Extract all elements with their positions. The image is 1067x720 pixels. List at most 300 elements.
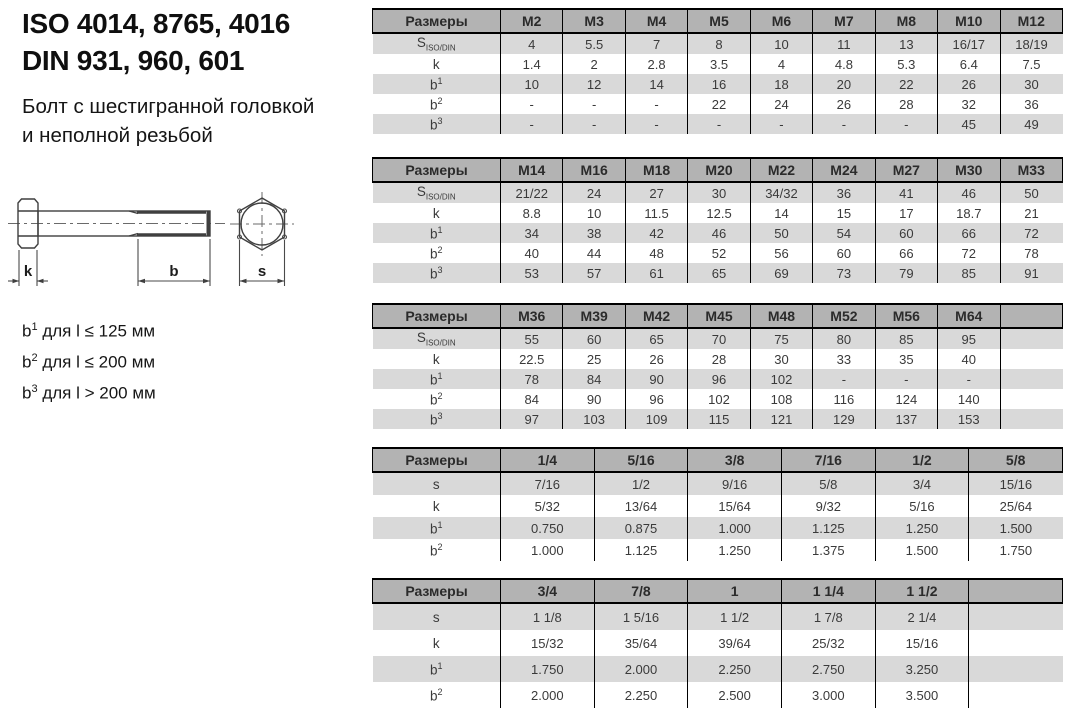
value-cell: 2.8 <box>625 54 687 74</box>
column-header: M3 <box>563 9 625 33</box>
table-row <box>373 517 1063 539</box>
table-row <box>373 603 1063 630</box>
value-cell: - <box>563 114 625 134</box>
value-cell: 36 <box>813 182 875 203</box>
value-cell: 45 <box>938 114 1000 134</box>
table-row <box>373 472 1063 495</box>
value-cell: 11 <box>813 33 875 54</box>
value-cell: 66 <box>938 223 1000 243</box>
column-header: M6 <box>750 9 812 33</box>
value-cell: 84 <box>501 389 563 409</box>
column-header: Размеры <box>373 448 501 472</box>
value-cell: 5/32 <box>501 495 595 517</box>
table-row <box>373 223 1063 243</box>
value-cell: - <box>875 114 937 134</box>
row-label: $b^1$ <box>373 74 501 94</box>
column-header: Размеры <box>373 9 501 33</box>
value-cell: 15/32 <box>501 630 595 656</box>
value-cell: 10 <box>501 74 563 94</box>
value-cell: 1.125 <box>594 539 688 561</box>
column-header: 3/8 <box>688 448 782 472</box>
value-cell: 27 <box>625 182 687 203</box>
value-cell: 8 <box>688 33 750 54</box>
value-cell: 21/22 <box>501 182 563 203</box>
column-header: M20 <box>688 158 750 182</box>
value-cell: 57 <box>563 263 625 283</box>
value-cell: 84 <box>563 369 625 389</box>
value-cell: 1 1/8 <box>501 603 595 630</box>
value-cell: 18/19 <box>1000 33 1063 54</box>
value-cell: 46 <box>688 223 750 243</box>
column-header: M5 <box>688 9 750 33</box>
value-cell: 52 <box>688 243 750 263</box>
value-cell: 38 <box>563 223 625 243</box>
value-cell: 20 <box>813 74 875 94</box>
column-header: 1 1/4 <box>781 579 875 603</box>
value-cell: 1.250 <box>688 539 782 561</box>
value-cell: 6.4 <box>938 54 1000 74</box>
column-header: M36 <box>501 304 563 328</box>
footnote-b1: $b^1$ для l ≤ 125 мм <box>22 321 156 341</box>
value-cell: 97 <box>501 409 563 429</box>
value-cell: 56 <box>750 243 812 263</box>
value-cell: - <box>625 114 687 134</box>
column-header: M12 <box>1000 9 1063 33</box>
value-cell: 1 5/16 <box>594 603 688 630</box>
column-header: M39 <box>563 304 625 328</box>
value-cell <box>1000 409 1063 429</box>
value-cell: 78 <box>1000 243 1063 263</box>
column-header: M8 <box>875 9 937 33</box>
value-cell: - <box>813 114 875 134</box>
value-cell: 53 <box>501 263 563 283</box>
value-cell: 1 1/2 <box>688 603 782 630</box>
column-header: M24 <box>813 158 875 182</box>
footnotes <box>22 314 156 407</box>
row-label: $b^1$ <box>373 656 501 682</box>
column-header: 5/8 <box>969 448 1063 472</box>
value-cell: 24 <box>750 94 812 114</box>
value-cell: 41 <box>875 182 937 203</box>
table-row <box>373 203 1063 223</box>
row-label: k <box>432 635 440 651</box>
value-cell: 12.5 <box>688 203 750 223</box>
value-cell: 116 <box>813 389 875 409</box>
table-row <box>373 328 1063 349</box>
value-cell <box>969 682 1063 708</box>
value-cell: 30 <box>1000 74 1063 94</box>
column-header: Размеры <box>373 579 501 603</box>
column-header: 3/4 <box>501 579 595 603</box>
value-cell: 25/64 <box>969 495 1063 517</box>
table-row <box>373 243 1063 263</box>
column-header: M48 <box>750 304 812 328</box>
column-header: M16 <box>563 158 625 182</box>
column-header: M45 <box>688 304 750 328</box>
row-label: $b^1$ <box>373 369 501 389</box>
value-cell: 65 <box>688 263 750 283</box>
value-cell <box>1000 349 1063 369</box>
value-cell: - <box>813 369 875 389</box>
row-label: k <box>432 56 440 72</box>
column-header: M33 <box>1000 158 1063 182</box>
value-cell: 103 <box>563 409 625 429</box>
value-cell: 115 <box>688 409 750 429</box>
value-cell: 3.250 <box>875 656 969 682</box>
row-label: $S_{ISO/DIN}$ <box>373 182 501 203</box>
value-cell: 2.000 <box>594 656 688 682</box>
value-cell: 28 <box>875 94 937 114</box>
value-cell <box>969 603 1063 630</box>
value-cell: 153 <box>938 409 1000 429</box>
value-cell: 124 <box>875 389 937 409</box>
table-row <box>373 682 1063 708</box>
footnote-b3: $b^3$ для l > 200 мм <box>22 383 156 403</box>
value-cell <box>1000 369 1063 389</box>
value-cell: 90 <box>625 369 687 389</box>
column-header: M52 <box>813 304 875 328</box>
value-cell: 1 7/8 <box>781 603 875 630</box>
value-cell: 2.750 <box>781 656 875 682</box>
column-header: 1 <box>688 579 782 603</box>
value-cell: 21 <box>1000 203 1063 223</box>
value-cell: 85 <box>938 263 1000 283</box>
value-cell: 26 <box>938 74 1000 94</box>
dim-b-label: b <box>169 263 179 280</box>
row-label: $b^3$ <box>373 263 501 283</box>
value-cell: - <box>563 94 625 114</box>
value-cell: 121 <box>750 409 812 429</box>
value-cell: 3.000 <box>781 682 875 708</box>
description-line-2: и неполной резьбой <box>22 124 213 147</box>
value-cell: 34 <box>501 223 563 243</box>
value-cell: 2.250 <box>688 656 782 682</box>
bolt-diagram-svg <box>6 186 338 314</box>
value-cell: 4.8 <box>813 54 875 74</box>
value-cell: 15/64 <box>688 495 782 517</box>
row-label: s <box>373 603 501 630</box>
value-cell: 22.5 <box>501 349 563 369</box>
value-cell: 35/64 <box>594 630 688 656</box>
value-cell: 9/16 <box>688 472 782 495</box>
value-cell: 140 <box>938 389 1000 409</box>
value-cell: - <box>688 114 750 134</box>
row-label: $b^2$ <box>429 541 443 559</box>
value-cell: - <box>875 369 937 389</box>
column-header: M4 <box>625 9 687 33</box>
dimensions-table <box>372 8 1063 134</box>
column-header <box>1000 304 1063 328</box>
value-cell: 22 <box>875 74 937 94</box>
value-cell: 12 <box>563 74 625 94</box>
row-label: $b^3$ <box>373 409 501 429</box>
table-row <box>373 656 1063 682</box>
dimension-k <box>8 250 48 286</box>
value-cell: 26 <box>625 349 687 369</box>
value-cell: 16/17 <box>938 33 1000 54</box>
value-cell: 91 <box>1000 263 1063 283</box>
value-cell: - <box>501 114 563 134</box>
value-cell: 10 <box>563 203 625 223</box>
row-label: k <box>432 205 440 221</box>
value-cell: 7 <box>625 33 687 54</box>
dim-s-label: s <box>257 263 267 280</box>
value-cell: 18.7 <box>938 203 1000 223</box>
value-cell: 69 <box>750 263 812 283</box>
value-cell: 60 <box>563 328 625 349</box>
table-row <box>373 630 1063 656</box>
table-row <box>373 495 1063 517</box>
column-header: M14 <box>501 158 563 182</box>
row-label: $b^1$ <box>373 517 501 539</box>
value-cell: 36 <box>1000 94 1063 114</box>
value-cell: 5/8 <box>781 472 875 495</box>
dim-k-label: k <box>23 263 33 280</box>
value-cell: 35 <box>875 349 937 369</box>
dimension-table-metric-m36-m64 <box>372 303 1063 429</box>
column-header: M56 <box>875 304 937 328</box>
value-cell: 24 <box>563 182 625 203</box>
column-header: Размеры <box>373 304 501 328</box>
value-cell <box>969 656 1063 682</box>
table-row <box>373 182 1063 203</box>
value-cell: 72 <box>1000 223 1063 243</box>
column-header: M64 <box>938 304 1000 328</box>
dimensions-table <box>372 578 1063 708</box>
table-row <box>373 74 1063 94</box>
value-cell: 2 1/4 <box>875 603 969 630</box>
value-cell: - <box>501 94 563 114</box>
value-cell: 26 <box>813 94 875 114</box>
column-header: M18 <box>625 158 687 182</box>
bolt-diagram <box>6 186 338 319</box>
column-header <box>969 579 1063 603</box>
value-cell: 39/64 <box>688 630 782 656</box>
value-cell: 2.500 <box>688 682 782 708</box>
value-cell: 1.500 <box>875 539 969 561</box>
dimension-b <box>138 239 210 286</box>
table-row <box>373 94 1063 114</box>
value-cell: 66 <box>875 243 937 263</box>
column-header: M27 <box>875 158 937 182</box>
value-cell: 17 <box>875 203 937 223</box>
value-cell: 1.4 <box>501 54 563 74</box>
column-header: M2 <box>501 9 563 33</box>
row-label: $b^2$ <box>429 390 443 408</box>
column-header: 5/16 <box>594 448 688 472</box>
value-cell: 5.3 <box>875 54 937 74</box>
row-label: $b^2$ <box>429 244 443 262</box>
row-label: k <box>432 498 440 514</box>
table-row <box>373 409 1063 429</box>
table-row <box>373 369 1063 389</box>
value-cell: 3/4 <box>875 472 969 495</box>
dimension-table-metric-m14-m33 <box>372 157 1063 283</box>
column-header: 1/2 <box>875 448 969 472</box>
description-line-1: Болт с шестигранной головкой <box>22 95 315 118</box>
value-cell: 4 <box>750 54 812 74</box>
value-cell: 2.250 <box>594 682 688 708</box>
value-cell: 54 <box>813 223 875 243</box>
value-cell: 5/16 <box>875 495 969 517</box>
value-cell: 10 <box>750 33 812 54</box>
value-cell: 109 <box>625 409 687 429</box>
value-cell: 22 <box>688 94 750 114</box>
page-title <box>22 5 290 79</box>
value-cell: 1.000 <box>501 539 595 561</box>
row-label: k <box>432 351 440 367</box>
column-header: 1/4 <box>501 448 595 472</box>
value-cell: 78 <box>501 369 563 389</box>
value-cell: 129 <box>813 409 875 429</box>
value-cell: 3.5 <box>688 54 750 74</box>
value-cell: 1.500 <box>969 517 1063 539</box>
column-header: 7/16 <box>781 448 875 472</box>
value-cell: 7.5 <box>1000 54 1063 74</box>
value-cell: 15 <box>813 203 875 223</box>
value-cell: 44 <box>563 243 625 263</box>
column-header: M42 <box>625 304 687 328</box>
value-cell: 14 <box>750 203 812 223</box>
table-row <box>373 54 1063 74</box>
value-cell: 8.8 <box>501 203 563 223</box>
value-cell: 48 <box>625 243 687 263</box>
value-cell: 32 <box>938 94 1000 114</box>
table-row <box>373 389 1063 409</box>
table-row <box>373 539 1063 561</box>
value-cell: 2 <box>563 54 625 74</box>
value-cell: 9/32 <box>781 495 875 517</box>
value-cell: 70 <box>688 328 750 349</box>
product-description <box>22 92 314 150</box>
value-cell: 25/32 <box>781 630 875 656</box>
value-cell: 137 <box>875 409 937 429</box>
value-cell: 50 <box>1000 182 1063 203</box>
value-cell: 79 <box>875 263 937 283</box>
value-cell: 0.875 <box>594 517 688 539</box>
value-cell: - <box>625 94 687 114</box>
value-cell: 2.000 <box>501 682 595 708</box>
value-cell: 55 <box>501 328 563 349</box>
value-cell: 15/16 <box>875 630 969 656</box>
value-cell: 30 <box>750 349 812 369</box>
value-cell: 1.750 <box>969 539 1063 561</box>
column-header: M22 <box>750 158 812 182</box>
column-header: M30 <box>938 158 1000 182</box>
column-header: M10 <box>938 9 1000 33</box>
column-header: Размеры <box>373 158 501 182</box>
table-row <box>373 33 1063 54</box>
value-cell: - <box>750 114 812 134</box>
value-cell: 90 <box>563 389 625 409</box>
value-cell: 4 <box>501 33 563 54</box>
value-cell: 50 <box>750 223 812 243</box>
value-cell: 13 <box>875 33 937 54</box>
footnote-b2: $b^2$ для l ≤ 200 мм <box>22 352 156 372</box>
row-label: $b^2$ <box>429 95 443 113</box>
dimension-table-imperial-large <box>372 578 1063 708</box>
value-cell: 1.250 <box>875 517 969 539</box>
value-cell: 1.750 <box>501 656 595 682</box>
dimensions-table <box>372 303 1063 429</box>
value-cell: 61 <box>625 263 687 283</box>
dimensions-table <box>372 447 1063 561</box>
value-cell: 60 <box>875 223 937 243</box>
value-cell: 72 <box>938 243 1000 263</box>
value-cell <box>969 630 1063 656</box>
value-cell: 1/2 <box>594 472 688 495</box>
value-cell: 96 <box>625 389 687 409</box>
value-cell: 0.750 <box>501 517 595 539</box>
value-cell: 75 <box>750 328 812 349</box>
table-row <box>373 349 1063 369</box>
value-cell: 102 <box>688 389 750 409</box>
value-cell: 5.5 <box>563 33 625 54</box>
value-cell: 65 <box>625 328 687 349</box>
value-cell: 13/64 <box>594 495 688 517</box>
row-label: $b^1$ <box>373 223 501 243</box>
title-din-line: DIN 931, 960, 601 <box>22 45 245 76</box>
value-cell: 1.375 <box>781 539 875 561</box>
value-cell: 60 <box>813 243 875 263</box>
value-cell: 95 <box>938 328 1000 349</box>
title-iso-line: ISO 4014, 8765, 4016 <box>22 8 290 39</box>
value-cell: 3.500 <box>875 682 969 708</box>
value-cell: 25 <box>563 349 625 369</box>
value-cell: 16 <box>688 74 750 94</box>
table-row <box>373 263 1063 283</box>
bolt-side-view <box>8 199 225 248</box>
value-cell: 7/16 <box>501 472 595 495</box>
value-cell: 1.000 <box>688 517 782 539</box>
dimensions-table <box>372 157 1063 283</box>
row-label: $S_{ISO/DIN}$ <box>373 33 501 54</box>
row-label: $b^3$ <box>373 114 501 134</box>
value-cell: 102 <box>750 369 812 389</box>
value-cell: 11.5 <box>625 203 687 223</box>
column-header: M7 <box>813 9 875 33</box>
value-cell: 33 <box>813 349 875 369</box>
value-cell: 40 <box>938 349 1000 369</box>
value-cell: - <box>938 369 1000 389</box>
row-label: s <box>373 472 501 495</box>
value-cell: 73 <box>813 263 875 283</box>
value-cell: 85 <box>875 328 937 349</box>
value-cell: 28 <box>688 349 750 369</box>
dimension-table-imperial-small <box>372 447 1063 561</box>
value-cell: 80 <box>813 328 875 349</box>
value-cell: 14 <box>625 74 687 94</box>
column-header: 1 1/2 <box>875 579 969 603</box>
value-cell: 42 <box>625 223 687 243</box>
table-row <box>373 114 1063 134</box>
row-label: $S_{ISO/DIN}$ <box>373 328 501 349</box>
dimension-table-metric-m2-m12 <box>372 8 1063 134</box>
value-cell: 96 <box>688 369 750 389</box>
column-header: 7/8 <box>594 579 688 603</box>
value-cell: 40 <box>501 243 563 263</box>
value-cell: 108 <box>750 389 812 409</box>
value-cell: 18 <box>750 74 812 94</box>
value-cell: 49 <box>1000 114 1063 134</box>
value-cell: 46 <box>938 182 1000 203</box>
value-cell: 34/32 <box>750 182 812 203</box>
row-label: $b^2$ <box>429 686 443 704</box>
value-cell: 1.125 <box>781 517 875 539</box>
value-cell <box>1000 389 1063 409</box>
value-cell: 30 <box>688 182 750 203</box>
value-cell: 15/16 <box>969 472 1063 495</box>
